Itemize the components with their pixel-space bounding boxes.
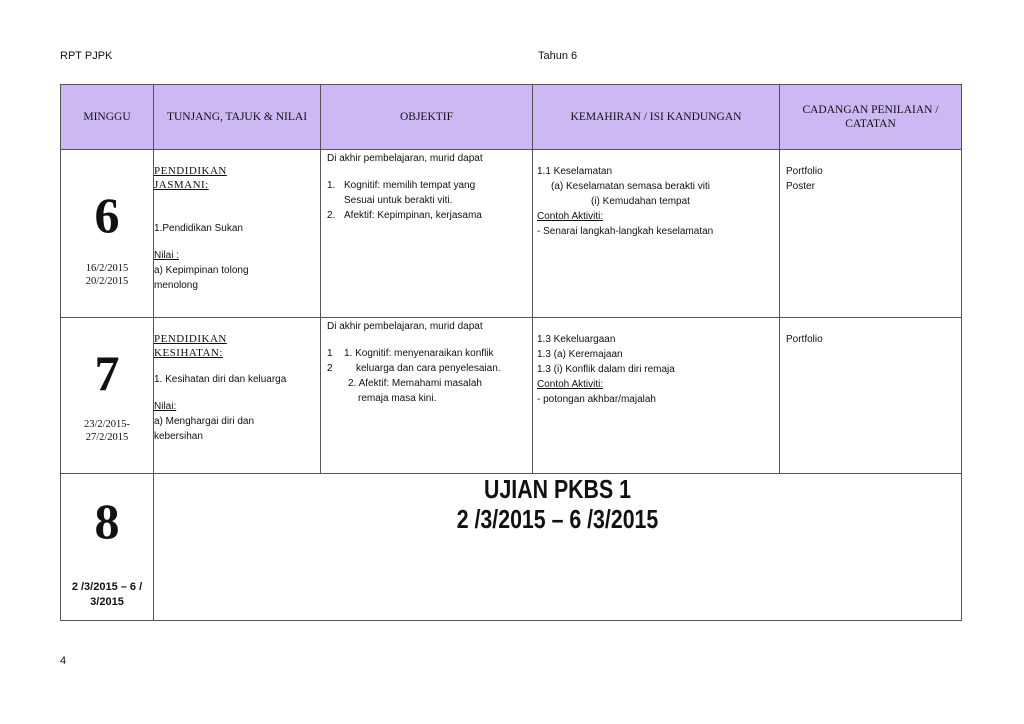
contoh-aktiviti-label: Contoh Aktiviti: (537, 379, 604, 390)
objektif-intro: Di akhir pembelajaran, murid dapat (327, 153, 483, 164)
column-header-minggu: MINGGU (61, 85, 154, 150)
objektif-list (327, 346, 532, 406)
objektif-item: 1 1. Kognitif: menyenaraikan konflik (327, 348, 494, 359)
tunjang-cell (154, 150, 321, 318)
tunjang-heading-2: JASMANI: (154, 179, 209, 191)
table-row (61, 150, 962, 318)
kemahiran-line: 1.3 (a) Keremajaan (537, 349, 623, 360)
nilai-text: a) Kepimpinan tolong menolong (154, 265, 249, 291)
week-cell (61, 150, 154, 318)
week-date-end: 20/2/2015 (85, 276, 129, 287)
document-header-right: Tahun 6 (538, 50, 578, 62)
table-row (61, 318, 962, 474)
objektif-cell (321, 318, 533, 474)
week-number: 7 (94, 345, 120, 401)
objektif-intro: Di akhir pembelajaran, murid dapat (327, 321, 483, 332)
table-row-exam (61, 474, 962, 621)
cadangan-item: Portfolio (786, 334, 823, 345)
lesson-plan-table (60, 84, 962, 621)
table-header-row (61, 85, 962, 150)
nilai-label: Nilai : (154, 250, 180, 261)
kemahiran-line: 1.3 (i) Konflik dalam diri remaja (537, 364, 675, 375)
document-header-left: RPT PJPK (60, 50, 113, 62)
aktiviti-text: - potongan akhbar/majalah (537, 394, 656, 405)
exam-title: UJIAN PKBS 1 (484, 474, 631, 504)
objektif-item: 2. Afektif: Kepimpinan, kerjasama (327, 210, 482, 221)
nilai-text: a) Menghargai diri dan kebersihan (154, 416, 255, 442)
cadangan-cell (780, 150, 962, 318)
column-header-objektif: OBJEKTIF (321, 85, 533, 150)
cadangan-item: Portfolio (786, 166, 823, 177)
objektif-item: 2. Afektif: Memahami masalah (348, 378, 482, 389)
nilai-label: Nilai: (154, 401, 177, 412)
week-date: 2 /3/2015 – 6 / 3/2015 (71, 581, 143, 608)
column-header-kemahiran: KEMAHIRAN / ISI KANDUNGAN (533, 85, 780, 150)
exam-date-range: 2 /3/2015 – 6 /3/2015 (456, 504, 659, 534)
tunjang-heading: PENDIDIKAN (154, 165, 227, 177)
objektif-item: 2 keluarga dan cara penyelesaian. (327, 363, 501, 374)
kemahiran-cell (533, 150, 780, 318)
aktiviti-text: - Senarai langkah-langkah keselamatan (537, 226, 714, 237)
tunjang-cell (154, 318, 321, 474)
kemahiran-line: (a) Keselamatan semasa berakti viti (551, 181, 710, 192)
column-header-cadangan: CADANGAN PENILAIAN / CATATAN (780, 85, 962, 150)
contoh-aktiviti-label: Contoh Aktiviti: (537, 211, 604, 222)
kemahiran-line: (i) Kemudahan tempat (591, 196, 690, 207)
week-date-end: 27/2/2015 (85, 432, 129, 443)
tajuk-text: 1.Pendidikan Sukan (154, 223, 243, 234)
objektif-item: remaja masa kini. (358, 393, 437, 404)
objektif-item: 1. Kognitif: memilih tempat yang (327, 180, 476, 191)
week-number: 6 (94, 187, 120, 243)
week-number: 8 (94, 493, 120, 549)
tunjang-heading: PENDIDIKAN (154, 333, 227, 345)
tajuk-text: 1. Kesihatan diri dan keluarga (154, 374, 287, 385)
week-date-start: 23/2/2015- (83, 419, 131, 430)
week-cell (61, 474, 154, 621)
cadangan-cell (780, 318, 962, 474)
exam-cell (154, 474, 962, 621)
week-date-start: 16/2/2015 (85, 263, 129, 274)
kemahiran-line: 1.1 Keselamatan (537, 166, 613, 177)
column-header-tunjang: TUNJANG, TAJUK & NILAI (154, 85, 321, 150)
week-cell (61, 318, 154, 474)
objektif-list (327, 178, 532, 223)
page-number: 4 (60, 655, 67, 667)
kemahiran-cell (533, 318, 780, 474)
kemahiran-line: 1.3 Kekeluargaan (537, 334, 616, 345)
tunjang-heading-2: KESIHATAN: (154, 347, 223, 359)
cadangan-item: Poster (786, 181, 815, 192)
objektif-item: Sesuai untuk berakti viti. (344, 195, 453, 206)
objektif-cell (321, 150, 533, 318)
